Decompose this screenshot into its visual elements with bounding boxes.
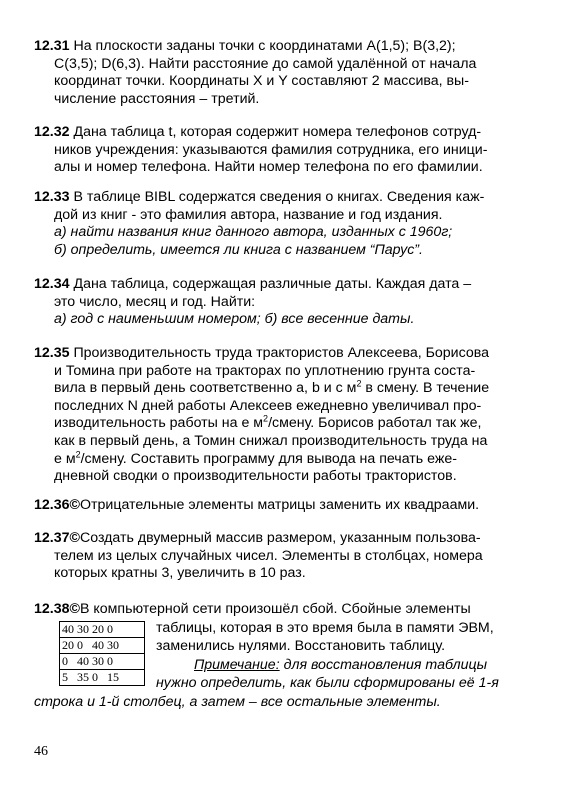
problem-text: /смену. Борисов работал так же, <box>268 415 482 432</box>
problem-number: 12.32 <box>34 124 70 140</box>
superscript: 2 <box>263 413 269 424</box>
problem-text: Дана таблица t, которая содержит номера телефонов сотруд- <box>73 124 482 140</box>
problem-text: вила в первый день соответственно a, b и c м <box>54 380 357 397</box>
table-row <box>60 622 145 638</box>
problem-text: Дана таблица, содержащая различные даты. Каждая дата – <box>73 276 472 292</box>
problem-subtask: а) найти названия книг данного автора, изданных с 1960г; <box>54 224 453 241</box>
problem-number: 12.38© <box>34 601 80 617</box>
table-cell: 0 40 30 0 <box>60 654 145 670</box>
problem-12-38 <box>34 600 530 712</box>
table-cell: 40 30 20 0 <box>60 622 145 638</box>
problem-number: 12.33 <box>34 189 70 205</box>
problem-subtask: а) год с наименьшим номером; <box>54 311 261 328</box>
problem-text: В компьютерной сети произошёл сбой. Сбойные элементы <box>79 601 471 617</box>
note-text: строка и 1-й столбец, а затем – все остальные элементы. <box>34 693 441 710</box>
page-number: 46 <box>34 744 48 759</box>
problem-text: e м <box>54 450 76 467</box>
problem-12-35 <box>34 345 530 486</box>
table-cell: 20 0 40 30 <box>60 638 145 654</box>
table-row <box>60 638 145 654</box>
problem-text: последних N дней работы Алексеев ежедневно увеличивал про- <box>54 397 482 414</box>
problem-text: и Томина при работе на тракторах по уплотнению грунта соста- <box>54 362 476 379</box>
problem-text: На плоскости заданы точки с координатами A(1,5); B(3,2); <box>73 38 456 54</box>
problem-number: 12.34 <box>34 276 70 292</box>
problem-12-31 <box>34 38 530 108</box>
problem-number: 12.36© <box>34 497 80 513</box>
problem-text: Отрицательные элементы матрицы заменить их квадраами. <box>79 497 480 513</box>
problem-12-33 <box>34 189 530 259</box>
table-cell: 5 35 0 15 <box>60 670 145 686</box>
problem-text: координат точки. Координаты X и Y составляют 2 массива, вы- <box>54 73 469 90</box>
problem-text: дой из книг - это фамилия автора, название и год издания. <box>54 206 443 223</box>
problem-text: в смену. В течение <box>361 380 490 397</box>
problem-text: дневной сводки о производительности работы трактористов. <box>54 468 457 485</box>
problem-number: 12.35 <box>34 345 70 361</box>
problem-12-36 <box>34 497 530 515</box>
problem-text: ников учреждения: указываются фамилия сотрудника, его иници- <box>54 141 488 158</box>
problem-text: телем из целых случайных чисел. Элементы в столбцах, номера <box>54 547 483 564</box>
problem-text: таблицы, которая в это время была в памяти ЭВМ, <box>156 619 494 636</box>
table-row <box>60 654 145 670</box>
problem-text: алы и номер телефона. Найти номер телефона по его фамилии. <box>54 159 483 176</box>
table-row <box>60 670 145 686</box>
superscript: 2 <box>356 378 362 389</box>
problem-text: Производительность труда трактористов Алексеева, Борисова <box>73 345 490 361</box>
problem-text: Создать двумерный массив размером, указанным пользова- <box>79 530 481 546</box>
problem-text: изводительность работы на e м <box>54 415 264 432</box>
problem-text: числение расстояния – третий. <box>54 90 260 107</box>
problem-text: C(3,5); D(6,3). Найти расстояние до самой удалённой от начала <box>54 55 477 72</box>
problem-subtask: б) все весенние даты. <box>264 311 415 328</box>
problem-text: /смену. Составить программу для вывода на печать еже- <box>80 450 457 467</box>
problem-subtask: б) определить, имеется ли книга с названием “Парус”. <box>54 241 423 258</box>
note-label: Примечание: <box>194 656 280 673</box>
note-text: для восстановления таблицы <box>279 656 488 673</box>
superscript: 2 <box>75 448 81 459</box>
problem-text: заменились нулями. Восстановить таблицу. <box>156 638 446 655</box>
problem-text: В таблице BIBL содержатся сведения о книгах. Сведения каж- <box>73 189 485 205</box>
problem-text: это число, месяц и год. Найти: <box>54 293 256 310</box>
problem-12-32 <box>34 124 530 177</box>
matrix-table <box>59 621 145 686</box>
note-text: нужно определить, как были сформированы её 1-я <box>156 675 499 692</box>
problem-text: которых кратны 3, увеличить в 10 раз. <box>54 565 306 582</box>
problem-number: 12.37© <box>34 530 80 546</box>
problem-text: как в первый день, а Томин снижал производительность труда на <box>54 432 488 449</box>
problem-number: 12.31 <box>34 38 70 54</box>
problem-12-34 <box>34 276 530 329</box>
problem-12-37 <box>34 530 530 583</box>
